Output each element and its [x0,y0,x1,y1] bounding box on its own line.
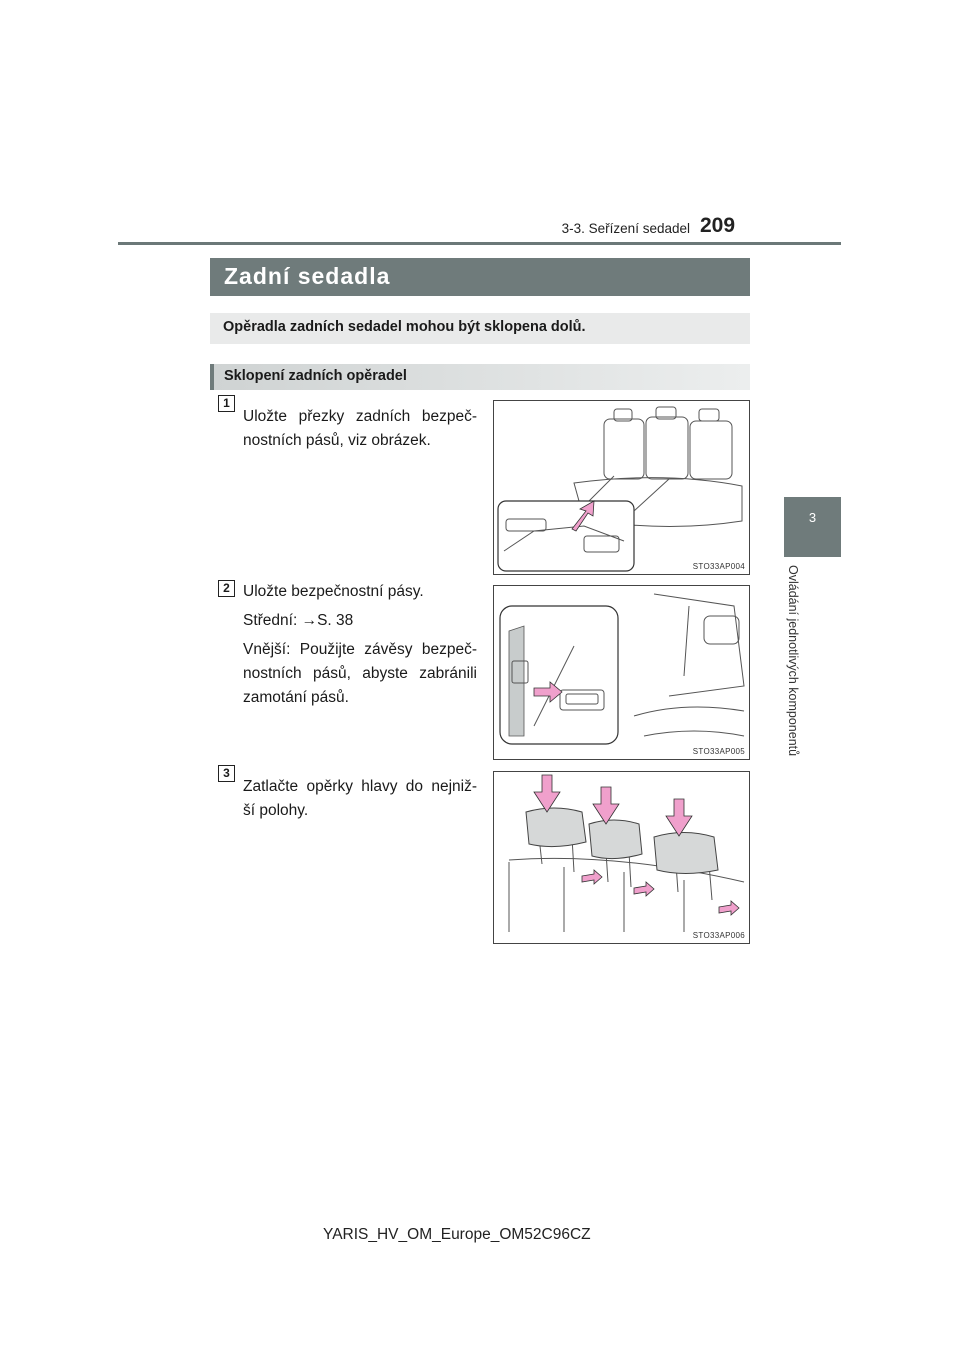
figure-headrests [493,771,750,944]
step-2-line: Střední: →S. 38 [243,612,354,629]
intro-box [210,313,750,344]
belt-hangers-illustration [494,586,749,759]
step-3-line: Zatlačte opěrky hlavy do nejniž- [243,778,477,795]
subsection-title: Sklopení zadních opěradel [224,368,407,384]
footer-document-code: YARIS_HV_OM_Europe_OM52C96CZ [323,1226,591,1243]
step-3-line: ší polohy. [243,802,309,819]
intro-text: Opěradla zadních sedadel mohou být sklopena dolů. [223,319,586,335]
headrests-illustration [494,772,749,943]
step-2-badge: 2 [218,580,235,597]
seat-buckles-illustration [494,401,749,574]
chapter-title-vertical [782,565,806,810]
step-2-line: Vnější: Použijte závěsy bezpeč- [243,641,477,658]
step-1-badge: 1 [218,395,235,412]
chapter-title: Ovládání jednotlivých komponentů [786,565,800,757]
subsection-bar [210,364,750,390]
figure-code: STO33AP006 [692,931,745,940]
step-2-line: Uložte bezpečnostní pásy. [243,583,424,600]
section-title-bar [210,258,750,296]
chapter-number: 3 [808,510,817,525]
section-title: Zadní sedadla [224,263,391,289]
figure-code: STO33AP005 [692,747,745,756]
step-2-line: zamotání pásů. [243,689,349,706]
figure-belt-hangers [493,585,750,760]
step-1-text [243,405,477,453]
figure-seat-buckles [493,400,750,575]
step-1-line: Uložte přezky zadních bezpeč- [243,408,477,425]
step-1-line: nostních pásů, viz obrázek. [243,432,431,449]
header-rule [118,242,841,245]
page-number: 209 [700,214,736,237]
step-2-line: nostních pásů, abyste zabránili [243,665,477,682]
header-section-title: 3-3. Seřízení sedadel [561,221,690,236]
chapter-tab [784,497,841,557]
step-3-text [243,775,477,823]
figure-code: STO33AP004 [692,562,745,571]
step-2-text [243,580,477,710]
step-3-badge: 3 [218,765,235,782]
